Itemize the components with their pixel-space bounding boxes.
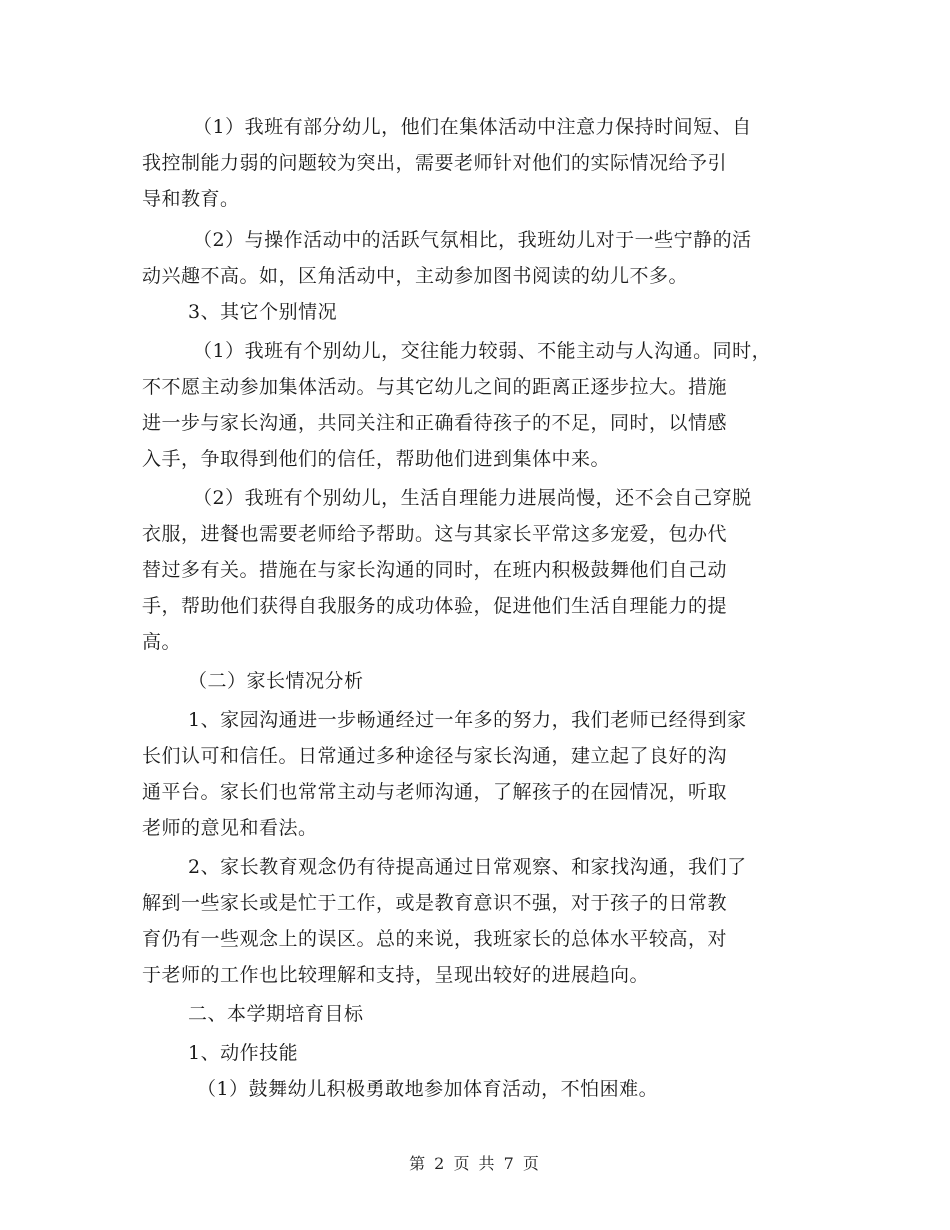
text-line: 不不愿主动参加集体活动。与其它幼儿之间的距离正逐步拉大。措施 — [142, 376, 728, 398]
text-line: 手，帮助他们获得自我服务的成功体验，促进他们生活自理能力的提 — [142, 595, 728, 617]
text-line: 通平台。家长们也常常主动与老师沟通，了解孩子的在园情况，听取 — [142, 781, 728, 803]
text-line: 动兴趣不高。如，区角活动中，主动参加图书阅读的幼儿不多。 — [142, 265, 689, 287]
section-heading: 二、本学期培育目标 — [188, 1003, 364, 1025]
text-line: 我控制能力弱的问题较为突出，需要老师针对他们的实际情况给予引 — [142, 152, 728, 174]
section-heading: 3、其它个别情况 — [188, 301, 338, 323]
section-heading: （二）家长情况分析 — [188, 670, 364, 692]
text-line: 衣服，进餐也需要老师给予帮助。这与其家长平常这多宠爱，包办代 — [142, 523, 728, 545]
text-line: （2）我班有个别幼儿，生活自理能力进展尚慢，还不会自己穿脱 — [193, 487, 752, 509]
text-line: 老师的意见和看法。 — [142, 817, 318, 839]
page-number-footer: 第 2 页 共 7 页 — [409, 1154, 541, 1173]
text-line: 替过多有关。措施在与家长沟通的同时，在班内积极鼓舞他们自己动 — [142, 559, 728, 581]
text-line: （2）与操作活动中的活跃气氛相比，我班幼儿对于一些宁静的活 — [193, 229, 752, 251]
text-line: 于老师的工作也比较理解和支持，呈现出较好的进展趋向。 — [142, 964, 650, 986]
text-line: 高。 — [142, 631, 182, 653]
text-line: 入手，争取得到他们的信任，帮助他们进到集体中来。 — [142, 448, 611, 470]
text-line: 长们认可和信任。日常通过多种途径与家长沟通，建立起了良好的沟 — [142, 745, 728, 767]
text-line: 进一步与家长沟通，共同关注和正确看待孩子的不足，同时，以情感 — [142, 412, 728, 434]
text-line: （1）我班有部分幼儿，他们在集体活动中注意力保持时间短、自 — [193, 116, 752, 138]
text-line: 育仍有一些观念上的误区。总的来说，我班家长的总体水平较高，对 — [142, 928, 728, 950]
text-line: （1）鼓舞幼儿积极勇敢地参加体育活动，不怕困难。 — [197, 1078, 659, 1100]
text-line: （1）我班有个别幼儿，交往能力较弱、不能主动与人沟通。同时， — [193, 340, 772, 362]
text-line: 解到一些家长或是忙于工作，或是教育意识不强，对于孩子的日常教 — [142, 892, 728, 914]
text-line: 1、家园沟通进一步畅通经过一年多的努力，我们老师已经得到家 — [188, 709, 747, 731]
text-line: 导和教育。 — [142, 188, 240, 210]
text-line: 2、家长教育观念仍有待提高通过日常观察、和家找沟通，我们了 — [188, 856, 747, 878]
section-heading: 1、动作技能 — [188, 1042, 299, 1064]
